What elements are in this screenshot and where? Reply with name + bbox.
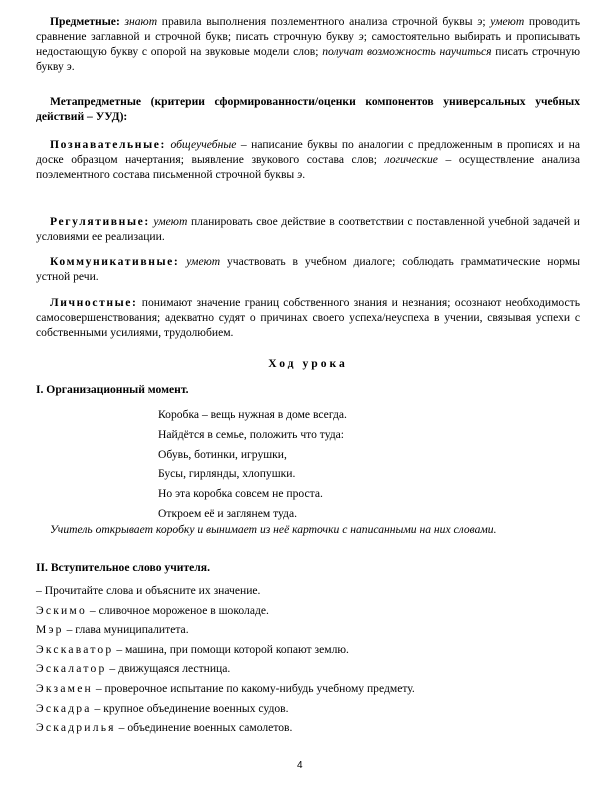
communicative-label: Коммуникативные:	[50, 255, 180, 268]
metasubject-label: Метапредметные (критерии сформированности/оценки компонентов универсальных учебных действий – УУД):	[36, 95, 580, 123]
section-intro: II. Вступительное слово учителя.	[36, 561, 210, 574]
term-item: Мэр – глава муниципалитета.	[36, 623, 189, 637]
teacher-note: Учитель открывает коробку и вынимает из неё карточки с написанными на них словами.	[50, 523, 497, 536]
communicative-paragraph: Коммуникативные: умеют участвовать в учебном диалоге; соблюдать грамматические нормы устной речи.	[36, 255, 581, 283]
term-item: Эскадра – крупное объединение военных судов.	[36, 701, 289, 715]
poem-line: Откроем её и заглянем туда.	[158, 506, 297, 520]
term-item: Эскалатор – движущаяся лестница.	[36, 662, 231, 676]
term-item: Экскаватор – машина, при помощи которой копают землю.	[36, 642, 349, 656]
regulative-paragraph: Регулятивные: умеют планировать свое действие в соответствии с поставленной учебной задачей и условиями ее реализации.	[36, 215, 580, 243]
poem	[158, 405, 458, 524]
cognitive-label: Познавательные:	[50, 138, 166, 151]
poem-line: Бусы, гирлянды, хлопушки.	[158, 467, 296, 481]
poem-line: Обувь, ботинки, игрушки,	[158, 447, 287, 461]
poem-line: Найдётся в семье, положить что туда:	[158, 427, 345, 441]
subject-label: Предметные:	[50, 15, 120, 28]
regulative-label: Регулятивные:	[50, 215, 150, 228]
instruction-line: – Прочитайте слова и объясните их значение.	[36, 584, 261, 597]
poem-line: Но эта коробка совсем не проста.	[158, 487, 323, 501]
term-item: Экзамен – проверочное испытание по какому-нибудь учебному предмету.	[36, 681, 415, 695]
page-number: 4	[297, 760, 303, 771]
term-item: Эскадрилья – объединение военных самолетов.	[36, 721, 293, 735]
section-organizational: I. Организационный момент.	[36, 383, 189, 396]
cognitive-paragraph: Познавательные: общеучебные – написание буквы по аналогии с предложенным в прописях и на доске образцом начертания; выявление звукового состава слов; логические – осуществление анализа поэлементного состава письменной строчной буквы э.	[36, 138, 581, 181]
term-item: Эскимо – сливочное мороженое в шоколаде.	[36, 603, 269, 617]
lesson-heading: Ход урока	[268, 357, 348, 370]
personal-label: Личностные:	[50, 296, 138, 309]
personal-paragraph: Личностные: понимают значение границ собственного знания и незнания; осознают необходимость самосовершенствования; адекватно судят о причинах своего успеха/неуспеха в учении, связывая успехи с собственными усилиями, трудолюбием.	[36, 296, 580, 339]
poem-line: Коробка – вещь нужная в доме всегда.	[158, 408, 347, 421]
term-list	[36, 581, 580, 738]
subject-results-paragraph: Предметные: знают правила выполнения позлементного анализа строчной буквы э; умеют проводить сравнение заглавной и строчной букв; писать строчную букву э; самостоятельно выбирать и прописывать недостающую букву с опорой на звуковые модели слов; получат возможность научиться писать строчную букву э.	[36, 15, 581, 73]
metasubject-paragraph	[36, 94, 580, 124]
